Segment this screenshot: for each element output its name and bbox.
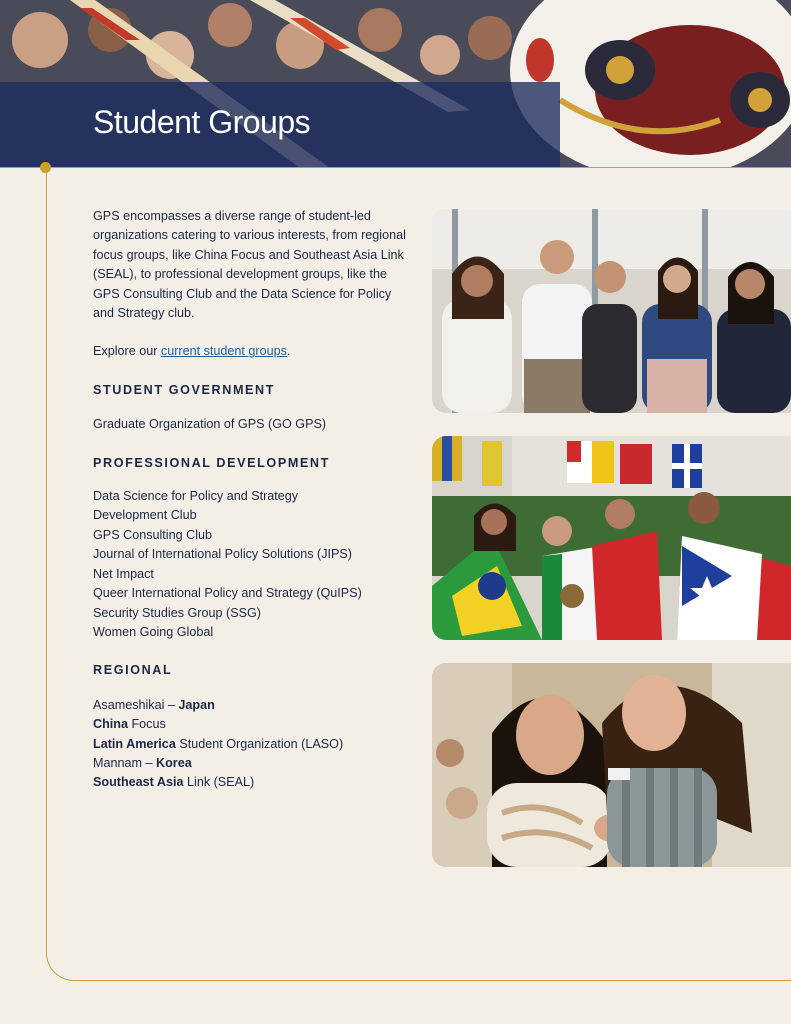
list-item: China Focus [93, 717, 166, 732]
list-item: Mannam – Korea [93, 755, 192, 770]
hero-banner [0, 0, 791, 168]
explore-suffix: . [286, 344, 291, 359]
main-content [93, 207, 413, 793]
list-item: Women Going Global [93, 624, 214, 639]
section-heading-regional: REGIONAL [93, 663, 173, 678]
page-title: Student Groups [93, 104, 311, 140]
list-item: Southeast Asia Link (SEAL) [93, 775, 255, 790]
list-item: Latin America Student Organization (LASO) [93, 736, 344, 751]
photo-students-group [432, 209, 791, 413]
explore-prefix: Explore our [93, 344, 161, 359]
list-item: Net Impact [93, 566, 154, 581]
regional-list [93, 696, 413, 793]
intro-paragraph: GPS encompasses a diverse range of student-led organizations catering to various interests, from regional focus groups, like China Focus and Southeast Asia Link (SEAL), to professional development groups, like the GPS Consulting Club and the Data Science for Policy and Strategy club. [93, 209, 406, 321]
professional-list [93, 487, 413, 642]
government-list [93, 415, 413, 434]
list-item: Development Club [93, 508, 197, 523]
section-heading-professional: PROFESSIONAL DEVELOPMENT [93, 455, 330, 470]
photo-students-flags [432, 436, 791, 640]
list-item: Queer International Policy and Strategy (QuIPS) [93, 586, 362, 601]
current-student-groups-link[interactable]: current student groups [160, 344, 287, 359]
list-item: Data Science for Policy and Strategy [93, 489, 299, 504]
gold-dot [40, 162, 51, 173]
explore-line [93, 342, 413, 361]
list-item: Asameshikai – Japan [93, 697, 215, 712]
list-item: Graduate Organization of GPS (GO GPS) [93, 417, 327, 432]
list-item: GPS Consulting Club [93, 527, 213, 542]
list-item: Journal of International Policy Solutions (JIPS) [93, 547, 353, 562]
photo-two-students [432, 663, 791, 867]
section-heading-government: STUDENT GOVERNMENT [93, 382, 276, 397]
list-item: Security Studies Group (SSG) [93, 605, 261, 620]
